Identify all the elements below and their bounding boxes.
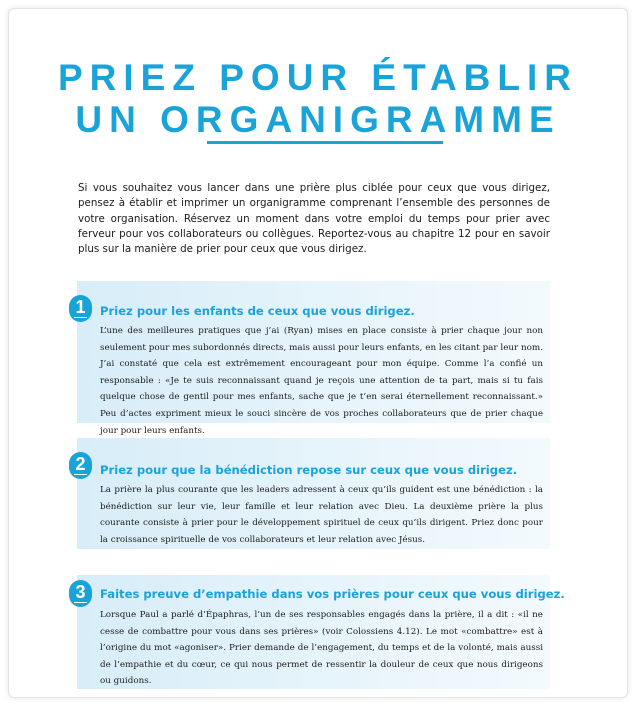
number-badge-2: 2 [69, 452, 92, 479]
prayer-card-3 [75, 575, 565, 689]
card-title-1: Priez pour les enfants de ceux que vous dirigez. [100, 304, 415, 318]
title-underline [207, 141, 443, 144]
prayer-card-2 [77, 438, 550, 549]
document-page [8, 8, 628, 698]
card-body-2: La prière la plus courante que les leaders adressent à ceux qu’ils guident est une bénédiction : la bénédiction sur leur vie, leur famille et leur relation avec Dieu. La deuxième prière la plus courante consiste à prier pour le développement spirituel de ceux qu’ils dirigent. Priez donc pour la croissance spirituelle de vos collaborateurs et leur relation avec Jésus. [100, 485, 543, 545]
number-badge-3: 3 [69, 580, 92, 607]
page-title-line-2: UN ORGANIGRAMME [75, 99, 561, 140]
card-body-3: Lorsque Paul a parlé d’Épaphras, l’un de ses responsables engagés dans la prière, il a dit : «il ne cesse de combattre pour vous dans ses prières» (voir Colossiens 4.12). Le mot «combattre» est à l’origine du mot «agoniser». Prier demande de l’engagement, du temps et de la volonté, mais aussi de l’empathie et du cœur, ce qui nous permet de ressentir la douleur de ceux que nous dirigeons ou guidons. [100, 610, 543, 687]
card-body-1: L’une des meilleures pratiques que j’ai (Ryan) mises en place consiste à prier chaque jour non seulement pour mes subordonnés directs, mais aussi pour leurs enfants, en les citant par leur nom. J’ai constaté que cela est extrêmement encourageant pour mon équipe. Comme l’a confié un responsable : «Je te suis reconnaissant quand je reçois une attention de ta part, mais si tu fais quelque chose de gentil pour mes enfants, sache que je t’en serai éternellement reconnaissant.» Peu d’actes expriment mieux le souci sincère de vos proches collaborateurs que de prier chaque jour pour leurs enfants. [100, 326, 543, 436]
page-title-line-1: PRIEZ POUR ÉTABLIR [58, 57, 578, 98]
intro-paragraph: Si vous souhaitez vous lancer dans une prière plus ciblée pour ceux que vous dirigez, pensez à établir et imprimer un organigramme comprenant l’ensemble des personnes de votre organisation. Réservez un moment dans votre emploi du temps pour prier avec ferveur pour vos collaborateurs ou collègues. Reportez-vous au chapitre 12 pour en savoir plus sur la manière de prier pour ceux que vous dirigez. [78, 182, 550, 256]
card-title-3: Faites preuve d’empathie dans vos prières pour ceux que vous dirigez. [100, 587, 565, 601]
number-badge-1: 1 [69, 295, 92, 322]
card-title-2: Priez pour que la bénédiction repose sur ceux que vous dirigez. [100, 463, 518, 477]
prayer-card-1 [75, 281, 550, 436]
